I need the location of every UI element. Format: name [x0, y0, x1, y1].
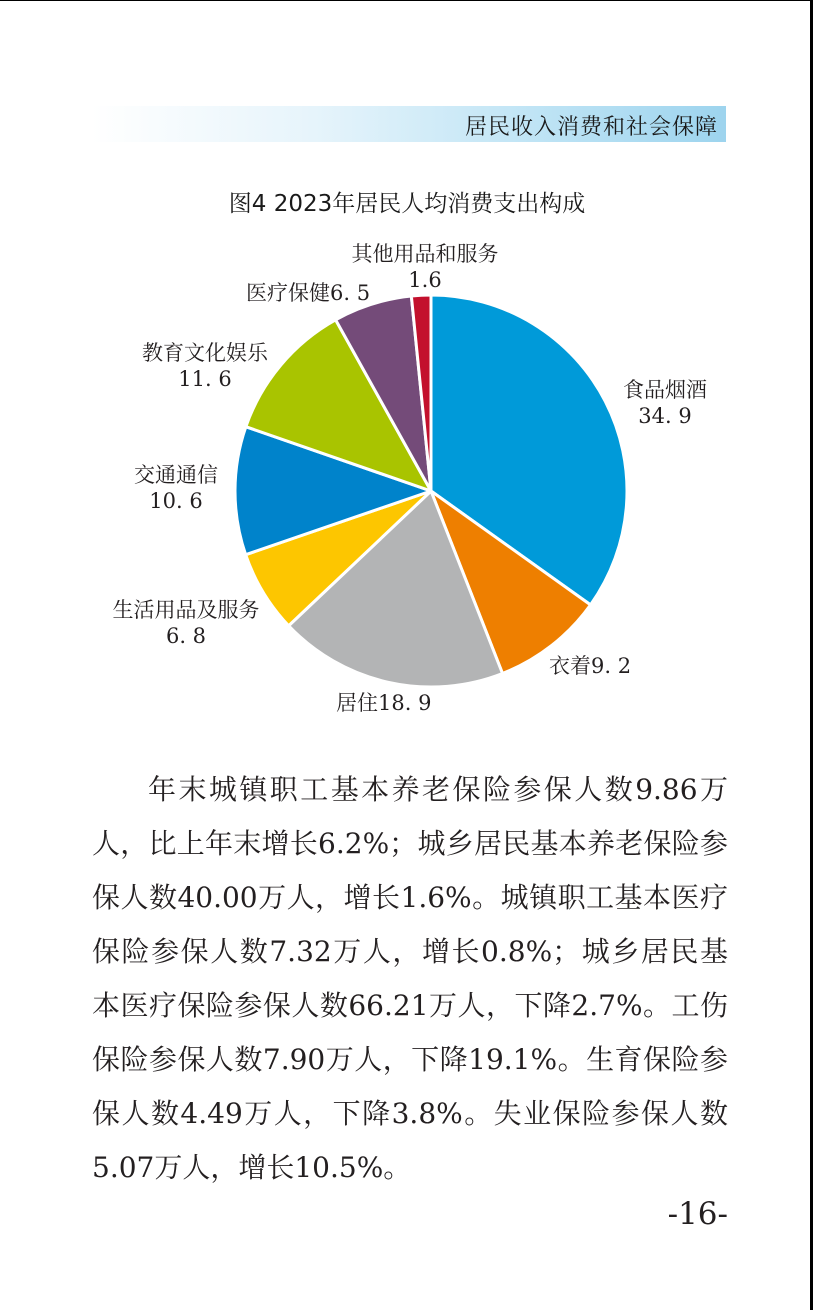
- slice-label-transport-name: 交通通信: [134, 463, 218, 487]
- slice-label-other: [337, 241, 513, 293]
- slice-label-household: [99, 597, 273, 649]
- slice-label-other-value: 1.6: [408, 268, 442, 292]
- slice-label-health-value: 6. 5: [330, 281, 371, 305]
- slice-label-housing-value: 18. 9: [378, 691, 432, 715]
- slice-label-education: [130, 340, 280, 392]
- slice-label-housing-name: 居住: [336, 691, 378, 715]
- section-title: 居民收入消费和社会保障: [464, 115, 718, 140]
- slice-label-food-name: 食品烟酒: [623, 378, 707, 402]
- slice-label-clothing-value: 9. 2: [591, 654, 632, 678]
- slice-label-health-name: 医疗保健: [246, 281, 330, 305]
- slice-label-education-name: 教育文化娱乐: [142, 341, 268, 365]
- slice-label-housing: [336, 690, 431, 716]
- slice-label-education-value: 11. 6: [178, 367, 232, 391]
- slice-label-household-value: 6. 8: [165, 624, 207, 648]
- body-paragraph-text: 年末城镇职工基本养老保险参保人数9.86万人，比上年末增长6.2%；城乡居民基本养老保险参保人数40.00万人，增长1.6%。城镇职工基本医疗保险参保人数7.32万人，增长0.8%；城乡居民基本医疗保险参保人数66.21万人，下降2.7%。工伤保险参保人数7.90万人，下降19.1%。生育保险参保人数4.49万人，下降3.8%。失业保险参保人数5.07万人，增长10.5%。: [92, 773, 728, 1184]
- chart-title: 图4 2023年居民人均消费支出构成: [228, 191, 586, 217]
- body-paragraph: [92, 763, 728, 1195]
- slice-label-food: [623, 377, 707, 429]
- slice-label-transport-value: 10. 6: [149, 489, 203, 513]
- page-number: -16-: [667, 1196, 728, 1232]
- slice-label-household-name: 生活用品及服务: [112, 598, 260, 622]
- slice-label-food-value: 34. 9: [638, 404, 692, 428]
- slice-label-other-name: 其他用品和服务: [351, 242, 499, 266]
- slice-label-clothing: [549, 653, 631, 679]
- slice-label-transport: [125, 462, 227, 514]
- slice-label-clothing-name: 衣着: [549, 654, 591, 678]
